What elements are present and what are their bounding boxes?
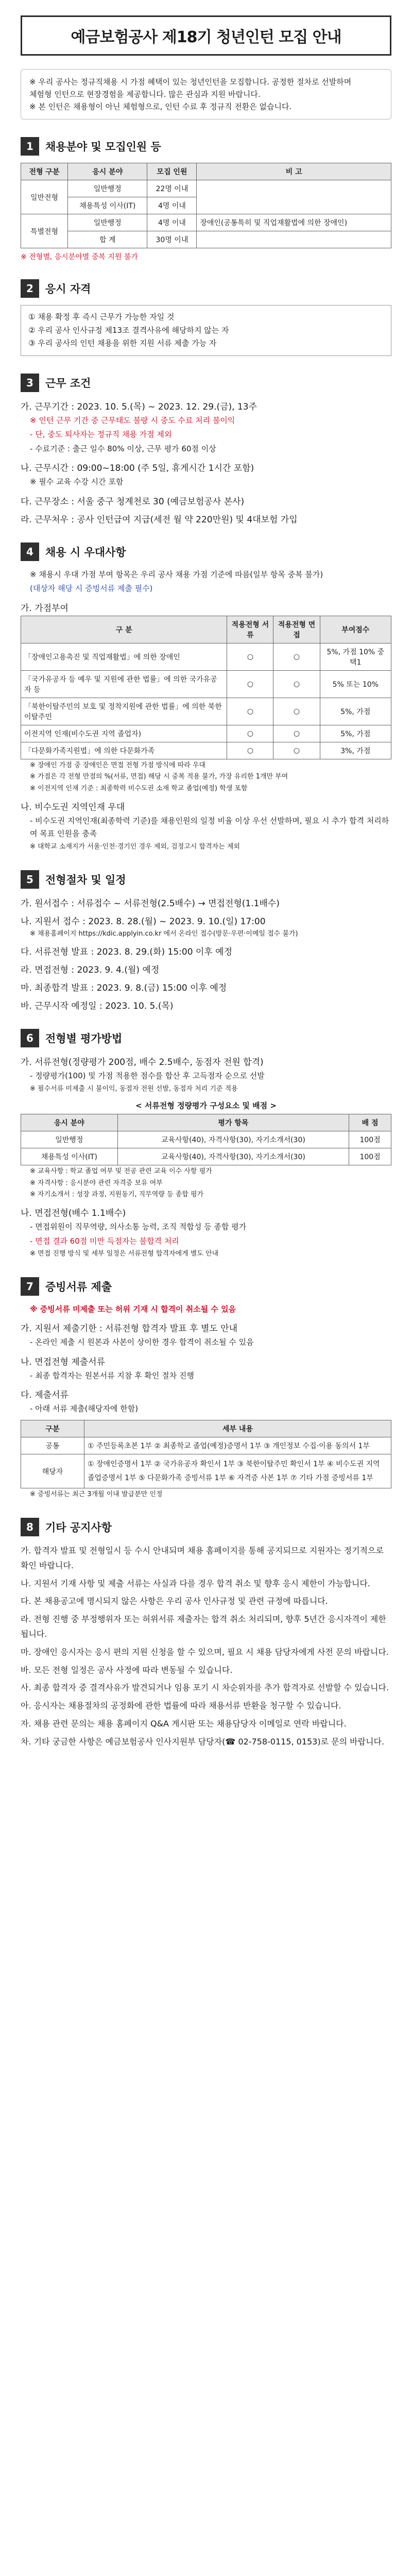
table-header: 응시 분야 bbox=[21, 1114, 118, 1131]
procedure-item: 가. 원서접수 : 서류접수 ~ 서류전형(2.5배수) → 면접전형(1.1배수) bbox=[21, 898, 280, 909]
page-title: 예금보험공사 제18기 청년인턴 모집 안내 bbox=[21, 15, 391, 56]
section-6-header bbox=[21, 1029, 391, 1047]
section-8-header bbox=[21, 1518, 391, 1536]
section-number: 6 bbox=[21, 1029, 39, 1047]
table-cell bbox=[197, 180, 391, 214]
qualify-item: ③ 우리 공사의 인턴 채용을 위한 지원 서류 제출 가능 자 bbox=[28, 338, 217, 348]
eval-table-note: ※ 자기소개서 : 성장 과정, 지원동기, 직무역량 등 종합 평가 bbox=[30, 1191, 204, 1199]
procedure-item: 마. 최종합격 발표 : 2023. 9. 8.(금) 15:00 이후 예정 bbox=[21, 983, 227, 994]
work-pay: 라. 근무처우 : 공사 인턴급여 지급(세전 월 약 220만원) 및 4대보험 가입 bbox=[21, 514, 298, 525]
section-title: 채용 시 우대사항 bbox=[45, 546, 126, 558]
table-cell: 공통 bbox=[21, 1437, 84, 1454]
eval-b-sub: - 면접 결과 60점 미만 득점자는 불합격 처리 bbox=[30, 1236, 179, 1246]
table-cell: 특별전형 bbox=[21, 214, 68, 248]
table-cell: 교육사항(40), 자격사항(30), 자기소개서(30) bbox=[117, 1148, 349, 1165]
table-cell: 30명 이내 bbox=[147, 231, 197, 248]
docs-a: 가. 지원서 제출기한 : 서류전형 합격자 발표 후 별도 안내 bbox=[21, 1324, 238, 1334]
docs-table bbox=[21, 1420, 391, 1488]
work-period-note: - 수료기준 : 출근 일수 80% 이상, 근무 평가 60점 이상 bbox=[30, 444, 216, 453]
table-cell: 5%, 가점 bbox=[320, 725, 391, 742]
section-3-header bbox=[21, 374, 391, 392]
eval-table-title: < 서류전형 정량평가 구성요소 및 배점 > bbox=[135, 1100, 277, 1110]
section-title: 증빙서류 제출 bbox=[45, 1280, 112, 1293]
work-period-note: - 단, 중도 퇴사자는 정규직 채용 가점 제외 bbox=[30, 430, 172, 439]
pref-intro: (대상자 해당 시 증빙서류 제출 필수) bbox=[30, 584, 153, 593]
docs-c: 다. 제출서류 bbox=[21, 1390, 68, 1401]
section-title: 전형절차 및 일정 bbox=[45, 873, 126, 886]
pref-note: ※ 가점은 각 전형 만점의 %(서류, 면접) 해당 시 중복 적용 불가, 가장 유리한 1개만 부여 bbox=[30, 773, 288, 781]
eval-b: 나. 면접전형(배수 1.1배수) bbox=[21, 1208, 126, 1219]
table-cell: ○ bbox=[227, 643, 273, 670]
qualify-item: ① 채용 확정 후 즉시 근무가 가능한 자일 것 bbox=[28, 312, 175, 321]
table-cell: 채용특성 이사(IT) bbox=[21, 1148, 118, 1165]
table-cell: 100점 bbox=[349, 1148, 391, 1165]
table-cell: 「북한이탈주민의 보호 및 정착지원에 관한 법률」에 의한 북한이탈주민 bbox=[21, 698, 227, 725]
table-row bbox=[21, 643, 391, 670]
table-row bbox=[21, 214, 391, 231]
table-cell: ○ bbox=[227, 742, 273, 759]
table-row bbox=[21, 1148, 391, 1165]
docs-c-sub: - 아래 서류 제출(해당자에 한함) bbox=[30, 1404, 139, 1414]
table-cell: 일반전형 bbox=[21, 180, 68, 214]
procedure-item: 바. 근무시작 예정일 : 2023. 10. 5.(목) bbox=[21, 1001, 174, 1012]
table-row bbox=[21, 725, 391, 742]
table-header: 모집 인원 bbox=[147, 163, 197, 180]
notice-item: 라. 전형 진행 중 부정행위자 또는 허위서류 제출자는 합격 취소 처리되며, 향후 5년간 응시자격이 제한됩니다. bbox=[21, 1614, 386, 1639]
work-place: 다. 근무장소 : 서울 중구 청계천로 30 (예금보험공사 본사) bbox=[21, 496, 245, 507]
table-cell: 5% 또는 10% bbox=[320, 670, 391, 698]
table-cell: 교육사항(40), 자격사항(30), 자기소개서(30) bbox=[117, 1131, 349, 1148]
table-header: 세부 내용 bbox=[84, 1420, 391, 1437]
notice-item: 바. 모든 전형 일정은 공사 사정에 따라 변동될 수 있습니다. bbox=[21, 1665, 233, 1675]
table-cell: 100점 bbox=[349, 1131, 391, 1148]
qualify-box bbox=[21, 305, 391, 356]
docs-b: 나. 면접전형 제출서류 bbox=[21, 1357, 106, 1367]
table-cell: ○ bbox=[273, 698, 320, 725]
section-title: 채용분야 및 모집인원 등 bbox=[45, 141, 161, 153]
table-cell: 「국가유공자 등 예우 및 지원에 관한 법률」에 의한 국가유공자 등 bbox=[21, 670, 227, 698]
table-cell bbox=[197, 231, 391, 248]
section-4-header bbox=[21, 543, 391, 561]
docs-b-sub: - 최종 합격자는 원본서류 지참 후 확인 절차 진행 bbox=[30, 1370, 194, 1380]
table-cell: 합 계 bbox=[68, 231, 147, 248]
work-period-note: ※ 인턴 근무 기간 중 근무태도 불량 시 중도 수료 처리 불이익 bbox=[30, 415, 235, 425]
table-cell: ○ bbox=[273, 725, 320, 742]
eval-b-sub: - 면접위원이 직무역량, 의사소통 능력, 조직 적합성 등 종합 평가 bbox=[30, 1222, 247, 1232]
table-header: 구분 bbox=[21, 1420, 84, 1437]
pref-note: ※ 장애인 가점 중 장애인은 면접 전형 가점 방식에 따라 우대 bbox=[30, 761, 206, 769]
notice-item: 아. 응시자는 채용절차의 공정화에 관한 법률에 따라 채용서류 반환을 청구할 수 있습니다. bbox=[21, 1701, 341, 1711]
table-header: 적용전형 면접 bbox=[273, 616, 320, 643]
pref-b: 나. 비수도권 지역인재 우대 bbox=[21, 802, 125, 812]
notice-item: 차. 기타 궁금한 사항은 예금보험공사 인사지원부 담당자(☎ 02-758-0115, 0153)로 문의 바랍니다. bbox=[21, 1736, 385, 1747]
table-row bbox=[21, 180, 391, 197]
section-title: 응시 자격 bbox=[45, 283, 91, 295]
table-cell: 4명 이내 bbox=[147, 197, 197, 214]
section-7-header bbox=[21, 1277, 391, 1296]
table-cell: ① 주민등록초본 1부 ② 최종학교 졸업(예정)증명서 1부 ③ 개인정보 수집·이용 동의서 1부 bbox=[84, 1437, 391, 1454]
table-header: 구 분 bbox=[21, 616, 227, 643]
recruit-table bbox=[21, 163, 391, 248]
procedure-item: 라. 면접전형 : 2023. 9. 4.(월) 예정 bbox=[21, 965, 160, 976]
eval-b-note: ※ 면접 진행 방식 및 세부 일정은 서류전형 합격자에게 별도 안내 bbox=[30, 1250, 219, 1258]
docs-table-note: ※ 증빙서류는 최근 3개월 이내 발급분만 인정 bbox=[30, 1490, 163, 1499]
section-title: 근무 조건 bbox=[45, 377, 91, 389]
table-cell: 3%, 가점 bbox=[320, 742, 391, 759]
section-number: 7 bbox=[21, 1277, 39, 1296]
table-header: 전형 구분 bbox=[21, 163, 68, 180]
table-cell: ○ bbox=[273, 670, 320, 698]
work-hours-note: ※ 필수 교육 수강 시간 포함 bbox=[30, 477, 124, 486]
section-number: 5 bbox=[21, 870, 39, 889]
table-cell: ○ bbox=[227, 725, 273, 742]
table-row bbox=[21, 1131, 391, 1148]
pref-table bbox=[21, 616, 391, 759]
table-row bbox=[21, 670, 391, 698]
table-cell: ① 장애인증명서 1부 ② 국가유공자 확인서 1부 ③ 북한이탈주민 확인서 1부 ④ 비수도권 지역 졸업증명서 1부 ⑤ 다문화가족 증빙서류 1부 ⑥ 자격증 사본 1부 ⑦ 기타 가점 증빙서류 1부 bbox=[84, 1454, 391, 1488]
table-cell: 이전지역 인재(비수도권 지역 졸업자) bbox=[21, 725, 227, 742]
section-number: 2 bbox=[21, 279, 39, 298]
table-row bbox=[21, 1437, 391, 1454]
table-header: 평가 항목 bbox=[117, 1114, 349, 1131]
intro-line: ※ 본 인턴은 채용형이 아닌 체험형으로, 인턴 수료 후 정규직 전환은 없습니다. bbox=[29, 102, 292, 111]
table-row bbox=[21, 1454, 391, 1488]
pref-b-note: ※ 대학교 소재지가 서울·인천·경기인 경우 제외, 검정고시 합격자는 제외 bbox=[30, 842, 240, 851]
section-number: 8 bbox=[21, 1518, 39, 1536]
table-header: 적용전형 서류 bbox=[227, 616, 273, 643]
table-cell: ○ bbox=[273, 742, 320, 759]
section-title: 전형별 평가방법 bbox=[45, 1032, 123, 1045]
table-cell: ○ bbox=[227, 670, 273, 698]
table-header: 부여점수 bbox=[320, 616, 391, 643]
eval-table bbox=[21, 1114, 391, 1165]
pref-label: 가. 가점부여 bbox=[21, 603, 68, 614]
section-title: 기타 공지사항 bbox=[45, 1521, 112, 1534]
table-cell: 해당자 bbox=[21, 1454, 84, 1488]
table-header: 배 점 bbox=[349, 1114, 391, 1131]
section-2-header bbox=[21, 279, 391, 298]
notice-item: 가. 합격자 발표 및 전형일시 등 수시 안내되며 채용 홈페이지를 통해 공지되므로 지원자는 정기적으로 확인 바랍니다. bbox=[21, 1545, 384, 1570]
section-number: 4 bbox=[21, 543, 39, 561]
section-1-header bbox=[21, 137, 391, 156]
docs-a-sub: - 온라인 제출 시 원본과 사본이 상이한 경우 합격이 취소될 수 있음 bbox=[30, 1337, 254, 1347]
table-row bbox=[21, 698, 391, 725]
table-cell: 22명 이내 bbox=[147, 180, 197, 197]
eval-a-note: ※ 필수서류 미제출 시 불이익, 동점자 전원 선발, 동점자 처리 기준 적용 bbox=[30, 1084, 238, 1093]
table-cell: 일반행정 bbox=[68, 214, 147, 231]
notice-item: 마. 장애인 응시자는 응시 편의 지원 신청을 할 수 있으며, 필요 시 채용 담당자에게 사전 문의 바랍니다. bbox=[21, 1647, 389, 1657]
notice-item: 다. 본 채용공고에 명시되지 않은 사항은 우리 공사 인사규정 및 관련 규정에 따릅니다. bbox=[21, 1596, 328, 1606]
table-cell: 일반행정 bbox=[21, 1131, 118, 1148]
procedure-item: 나. 지원서 접수 : 2023. 8. 28.(월) ~ 2023. 9. 10.(일) 17:00 bbox=[21, 916, 266, 927]
table-row bbox=[21, 231, 391, 248]
table-cell: 채용특성 이사(IT) bbox=[68, 197, 147, 214]
table-cell: ○ bbox=[273, 643, 320, 670]
procedure-apply-note: ※ 채용홈페이지 https://kdic.applyin.co.kr 에서 온라인 접수(방문·우편·이메일 접수 불가) bbox=[30, 929, 298, 938]
qualify-item: ② 우리 공사 인사규정 제13조 결격사유에 해당하지 않는 자 bbox=[28, 325, 229, 335]
intro-box bbox=[21, 69, 391, 120]
section-number: 3 bbox=[21, 374, 39, 392]
table-header: 비 고 bbox=[197, 163, 391, 180]
pref-b-text: - 비수도권 지역인재(최종학력 기준)를 채용인원의 일정 비율 이상 우선 선발하며, 필요 시 추가 합격 처리하여 목표 인원을 충족 bbox=[30, 816, 389, 839]
notice-item: 사. 최종 합격자 중 결격사유가 발견되거나 임용 포기 시 차순위자를 추가 합격자로 선발할 수 있습니다. bbox=[21, 1683, 389, 1693]
table-header: 응시 분야 bbox=[68, 163, 147, 180]
docs-warning: ※ 증빙서류 미제출 또는 허위 기재 시 합격이 취소될 수 있음 bbox=[30, 1304, 236, 1314]
pref-note: ※ 이전지역 인재 기준 : 최종학력 비수도권 소재 학교 졸업(예정) 학생 포함 bbox=[30, 785, 248, 793]
table-cell: 5%, 가점 10% 중 택1 bbox=[320, 643, 391, 670]
pref-intro: ※ 채용시 우대 가점 부여 항목은 우리 공사 채용 가점 기준에 따름(일부 항목 중복 불가) bbox=[30, 569, 323, 579]
eval-table-note: ※ 교육사항 : 학교 졸업 여부 및 전공 관련 교육 이수 사항 평가 bbox=[30, 1167, 212, 1175]
intro-line: 체험형 인턴으로 현장경험을 제공합니다. 많은 관심과 지원 바랍니다. bbox=[29, 90, 261, 99]
section-5-header bbox=[21, 870, 391, 889]
table-cell: ○ bbox=[227, 698, 273, 725]
recruit-note: ※ 전형별, 응시분야별 중복 지원 불가 bbox=[21, 253, 138, 261]
table-cell: 장애인(공통특히 및 직업재활법에 의한 장애인) bbox=[197, 214, 391, 231]
table-cell: 일반행정 bbox=[68, 180, 147, 197]
table-row bbox=[21, 742, 391, 759]
table-cell: 5%, 가점 bbox=[320, 698, 391, 725]
table-cell: 4명 이내 bbox=[147, 214, 197, 231]
eval-a: 가. 서류전형(정량평가 200점, 배수 2.5배수, 동점자 전원 합격) bbox=[21, 1057, 264, 1068]
work-hours: 나. 근무시간 : 09:00~18:00 (주 5일, 휴게시간 1시간 포함) bbox=[21, 463, 254, 473]
eval-table-note: ※ 자격사항 : 응시분야 관련 자격증 보유 여부 bbox=[30, 1179, 163, 1187]
work-period: 가. 근무기간 : 2023. 10. 5.(목) ~ 2023. 12. 29.(금), 13주 bbox=[21, 401, 258, 412]
eval-a-sub: - 정량평가(100) 및 가점 적용한 점수를 합산 후 고득점자 순으로 선발 bbox=[30, 1071, 265, 1081]
intro-line: ※ 우리 공사는 정규직채용 시 가점 혜택이 있는 청년인턴을 모집합니다. 공정한 절차로 선발하며 bbox=[29, 77, 352, 87]
notice-item: 자. 채용 관련 문의는 채용 홈페이지 Q&A 게시판 또는 채용담당자 이메일로 연락 바랍니다. bbox=[21, 1718, 347, 1728]
table-cell: 「다문화가족지원법」에 의한 다문화가족 bbox=[21, 742, 227, 759]
notice-item: 나. 지원서 기재 사항 및 제출 서류는 사실과 다를 경우 합격 취소 및 향후 응시 제한이 가능합니다. bbox=[21, 1578, 370, 1588]
procedure-item: 다. 서류전형 발표 : 2023. 8. 29.(화) 15:00 이후 예정 bbox=[21, 947, 233, 958]
table-cell: 「장애인고용촉진 및 직업재활법」에 의한 장애인 bbox=[21, 643, 227, 670]
section-number: 1 bbox=[21, 137, 39, 156]
